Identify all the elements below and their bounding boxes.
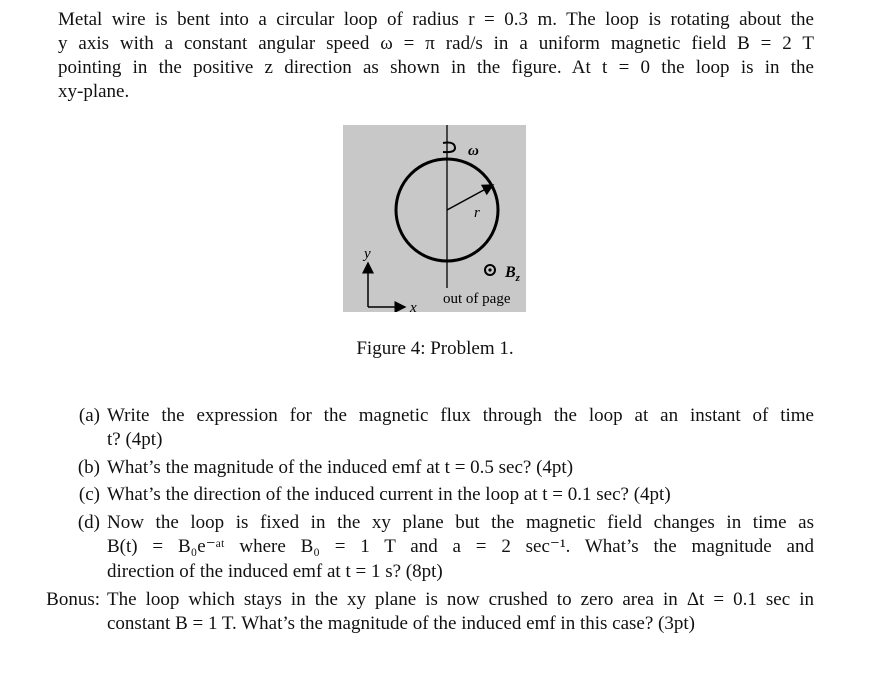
question-label: (b) — [77, 457, 100, 478]
question-text: direction of the induced emf at t = 1 s? (8pt) — [107, 561, 443, 582]
out-of-page-label: out of page — [443, 291, 511, 307]
x-axis-label: x — [410, 300, 417, 312]
intro-line: y axis with a constant angular speed ω = π rad/s in a uniform magnetic field B = 2 T — [58, 33, 814, 54]
figure-loop-diagram — [343, 125, 526, 312]
question-text: What’s the direction of the induced current in the loop at t = 0.1 sec? (4pt) — [107, 484, 671, 505]
question-label: Bonus: — [46, 589, 100, 610]
figure-caption: Figure 4: Problem 1. — [356, 338, 514, 359]
question-label: (d) — [77, 512, 100, 533]
question-text: Write the expression for the magnetic flux through the loop at an instant of time — [107, 405, 814, 426]
intro-line: xy-plane. — [58, 81, 130, 102]
y-axis-label: y — [364, 246, 371, 262]
question-label: (c) — [78, 484, 100, 505]
b-field-label: $B_z$ — [505, 264, 520, 284]
radius-arrow — [447, 185, 493, 210]
omega-label: ω — [468, 143, 479, 159]
intro-line: pointing in the positive z direction as shown in the figure. At t = 0 the loop is in the — [58, 57, 814, 78]
question-text: t? (4pt) — [107, 429, 163, 450]
radius-label: r — [474, 205, 480, 221]
rotation-arrow-icon — [443, 143, 455, 153]
question-text: Now the loop is fixed in the xy plane but the magnetic field changes in time as — [107, 512, 814, 533]
question-text: constant B = 1 T. What’s the magnitude of the induced emf in this case? (3pt) — [107, 613, 695, 634]
question-text: The loop which stays in the xy plane is now crushed to zero area in Δt = 0.1 sec in — [107, 589, 814, 610]
question-text: B(t) = B₀e⁻ᵃᵗ where B₀ = 1 T and a = 2 sec⁻¹. What’s the magnitude and — [107, 536, 814, 557]
question-text: What’s the magnitude of the induced emf at t = 0.5 sec? (4pt) — [107, 457, 574, 478]
loop-diagram — [343, 125, 526, 312]
intro-line: Metal wire is bent into a circular loop of radius r = 0.3 m. The loop is rotating about the — [58, 9, 814, 30]
question-label: (a) — [78, 405, 100, 426]
